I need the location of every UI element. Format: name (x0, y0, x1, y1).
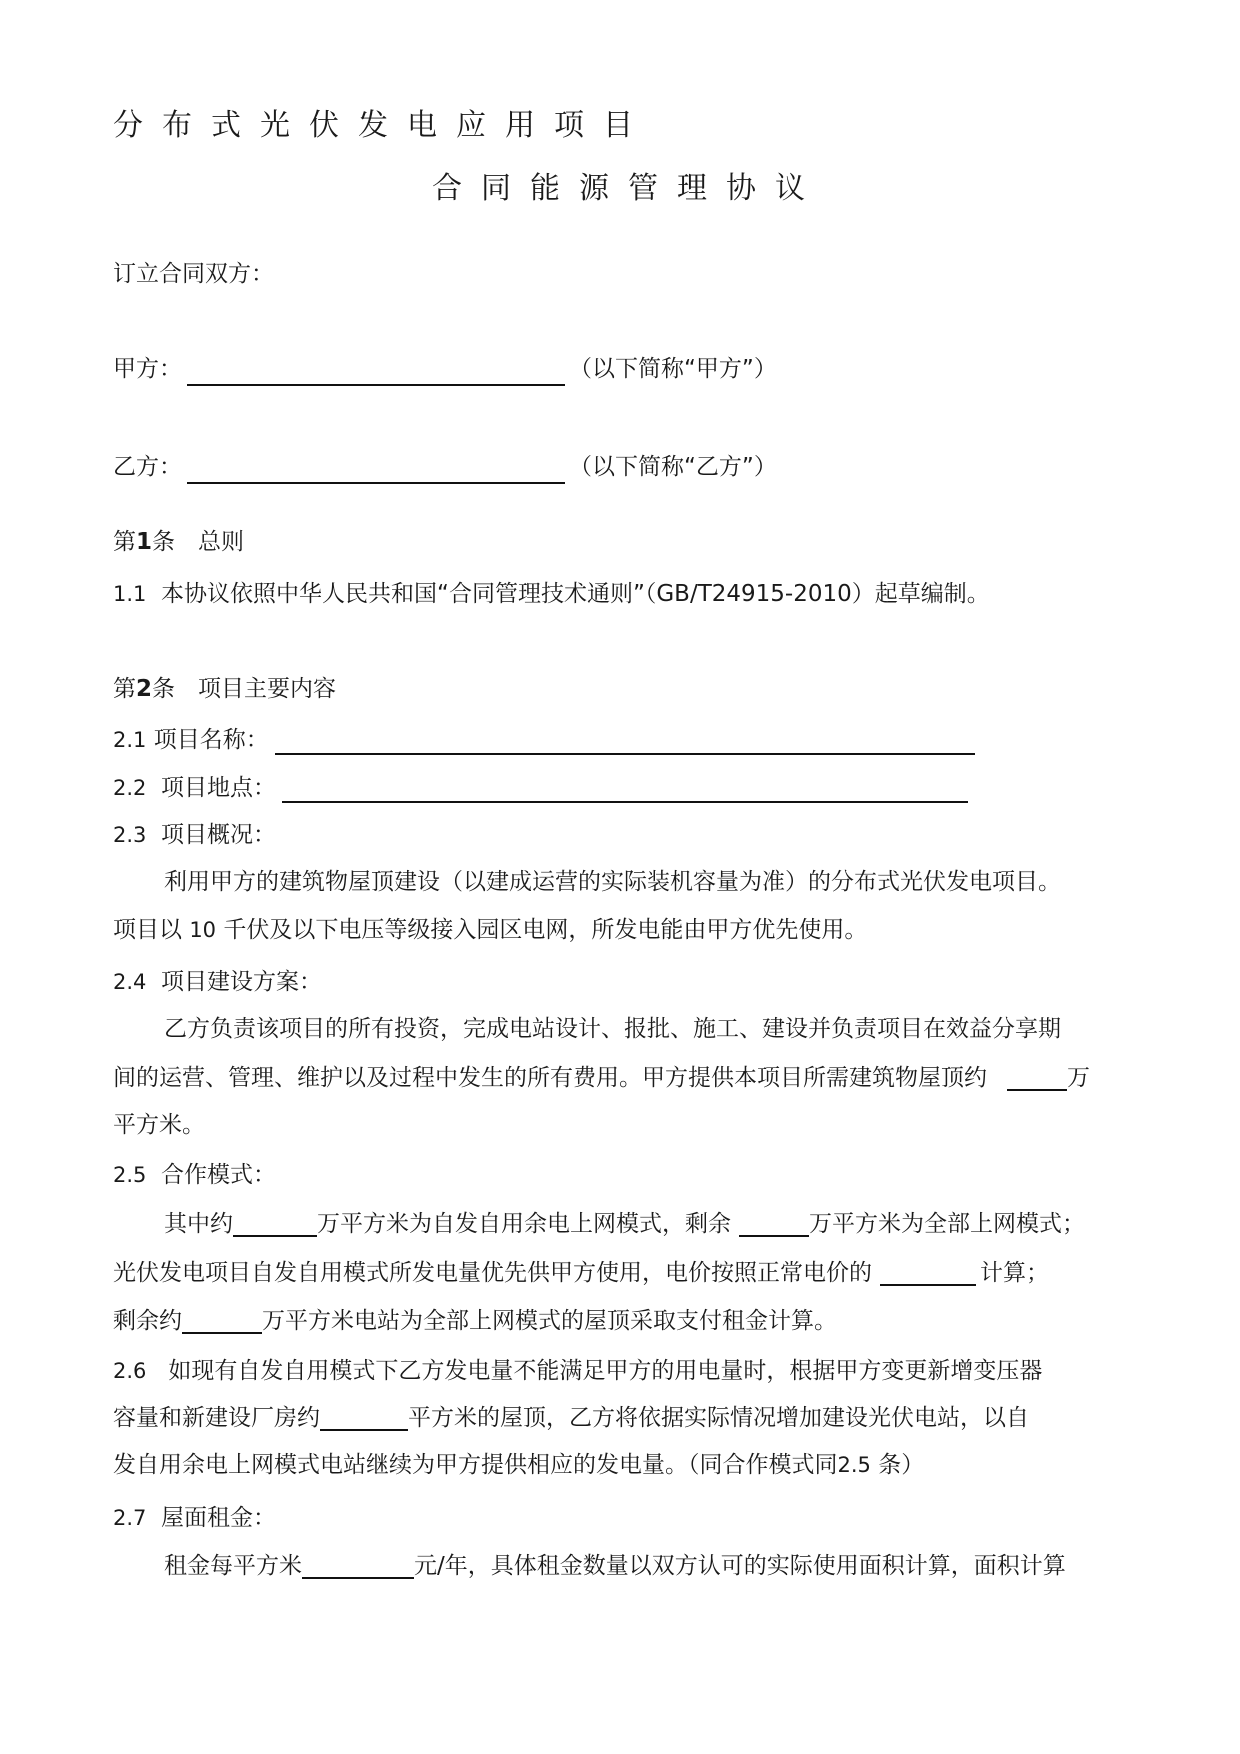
clause-2-1: 2.1 项目名称： (113, 727, 269, 753)
new-plant-area-blank[interactable] (320, 1405, 408, 1431)
clause-2-5-para-1: 其中约 万平方米为自发自用余电上网模式，剩余 万平方米为全部上网模式； (164, 1211, 1085, 1237)
party-a-note: （以下简称“甲方”） (569, 356, 777, 382)
document-title-line2: 合同能源管理协议 (432, 171, 824, 206)
clause-1-1: 1.1 本协议依照中华人民共和国“合同管理技术通则”（GB/T24915-2010）起草编制。 (113, 581, 990, 607)
clause-2-6-para-2: 容量和新建设厂房约 平方米的屋顶，乙方将依据实际情况增加建设光伏电站，以自 (113, 1405, 1029, 1431)
clause-2-7: 2.7 屋面租金： (113, 1505, 277, 1531)
clause-2-4-para-3: 平方米。 (113, 1112, 205, 1138)
project-name-blank[interactable] (275, 753, 975, 755)
intro-text: 订立合同双方： (113, 261, 274, 287)
clause-2-4: 2.4 项目建设方案： (113, 969, 323, 995)
clause-2-3-para-1: 利用甲方的建筑物屋顶建设（以建成运营的实际装机容量为准）的分布式光伏发电项目。 (164, 869, 1061, 895)
rent-price-blank[interactable] (302, 1553, 414, 1579)
party-a-blank[interactable] (187, 384, 565, 386)
article-number: 1 (136, 529, 153, 555)
article-number: 2 (136, 676, 153, 702)
party-a-label: 甲方： (113, 356, 182, 382)
party-b-blank[interactable] (187, 482, 565, 484)
party-b-note: （以下简称“乙方”） (569, 454, 777, 480)
clause-2-5: 2.5 合作模式： (113, 1162, 277, 1188)
document-title-line1: 分布式光伏发电应用项目 (113, 108, 652, 143)
clause-2-5-para-3: 剩余约 万平方米电站为全部上网模式的屋顶采取支付租金计算。 (113, 1308, 837, 1334)
clause-2-6-para-1: 2.6 如现有自发自用模式下乙方发电量不能满足甲方的用电量时，根据甲方变更新增变压器 (113, 1358, 1043, 1384)
clause-2-7-para-1: 租金每平方米 元/年，具体租金数量以双方认可的实际使用面积计算，面积计算 (164, 1553, 1066, 1579)
clause-2-6-para-3: 发自用余电上网模式电站继续为甲方提供相应的发电量。（同合作模式同2.5 条） (113, 1452, 925, 1478)
article-1-heading: 第1条 总则 (113, 529, 245, 555)
grid-area-blank[interactable] (739, 1211, 809, 1237)
clause-2-3-para-2: 项目以 10 千伏及以下电压等级接入园区电网，所发电能由甲方优先使用。 (113, 917, 868, 943)
price-ratio-blank[interactable] (880, 1260, 976, 1286)
clause-2-3: 2.3 项目概况： (113, 822, 277, 848)
remaining-area-blank[interactable] (182, 1308, 262, 1334)
clause-2-2: 2.2 项目地点： (113, 775, 277, 801)
project-location-blank[interactable] (282, 801, 968, 803)
self-use-area-blank[interactable] (233, 1211, 317, 1237)
party-b-label: 乙方： (113, 454, 182, 480)
clause-2-5-para-2: 光伏发电项目自发自用模式所发电量优先供甲方使用，电价按照正常电价的 计算； (113, 1260, 1049, 1286)
clause-2-4-para-2: 间的运营、管理、维护以及过程中发生的所有费用。甲方提供本项目所需建筑物屋顶约 万 (113, 1065, 1090, 1091)
roof-area-blank[interactable] (1007, 1065, 1067, 1091)
clause-2-4-para-1: 乙方负责该项目的所有投资，完成电站设计、报批、施工、建设并负责项目在效益分享期 (164, 1016, 1061, 1042)
article-2-heading: 第2条 项目主要内容 (113, 676, 337, 702)
